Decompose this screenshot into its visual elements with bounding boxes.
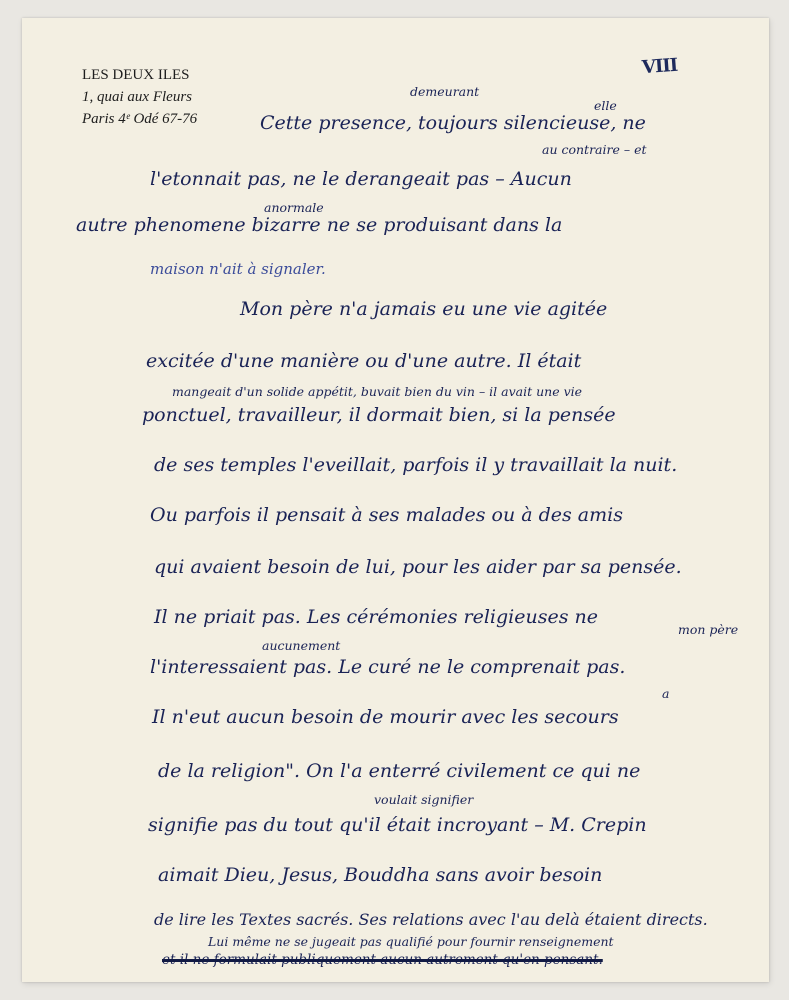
manuscript-line: l'etonnait pas, ne le derangeait pas – Aucun xyxy=(150,168,572,190)
insertion-anormale: anormale xyxy=(264,200,324,215)
manuscript-line-blue: maison n'ait à signaler. xyxy=(150,260,326,278)
insertion-mon-pere: mon père xyxy=(678,622,739,637)
manuscript-line: ponctuel, travailleur, il dormait bien, si la pensée xyxy=(142,404,616,426)
manuscript-line: de ses temples l'eveillait, parfois il y travaillait la nuit. xyxy=(154,454,678,476)
manuscript-line: excitée d'une manière ou d'une autre. Il était xyxy=(146,350,582,372)
letterhead xyxy=(82,64,197,130)
struck-text: et il ne formulait publiquement aucun autrement qu'en pensant. xyxy=(162,952,603,968)
manuscript-line: Ou parfois il pensait à ses malades ou à des amis xyxy=(150,504,623,526)
insertion-au-contraire: au contraire – et xyxy=(542,142,647,157)
page-number: VIII xyxy=(641,54,678,79)
insertion-voulait-signifier: voulait signifier xyxy=(374,792,474,807)
manuscript-line: Il ne priait pas. Les cérémonies religieuses ne xyxy=(154,606,598,628)
manuscript-line: autre phenomene bizarre ne se produisant dans la xyxy=(76,214,563,236)
manuscript-line-last xyxy=(162,952,603,968)
letterhead-name: LES DEUX ILES xyxy=(82,67,190,83)
manuscript-line: de la religion". On l'a enterré civilement ce qui ne xyxy=(158,760,641,782)
manuscript-line: Mon père n'a jamais eu une vie agitée xyxy=(240,298,608,320)
manuscript-line: signifie pas du tout qu'il était incroyant – M. Crepin xyxy=(148,814,647,836)
manuscript-line: Cette presence, toujours silencieuse, ne xyxy=(260,112,646,134)
insertion-lui-meme: Lui même ne se jugeait pas qualifié pour fournir renseignement xyxy=(208,934,614,949)
manuscript-line: de lire les Textes sacrés. Ses relations avec l'au delà étaient directs. xyxy=(154,910,708,929)
insertion-demeurant: demeurant xyxy=(410,84,480,99)
letterhead-city-phone: Paris 4ᵉ Odé 67-76 xyxy=(82,111,198,127)
manuscript-line: qui avaient besoin de lui, pour les aider par sa pensée. xyxy=(154,556,682,578)
insertion-mangeait: mangeait d'un solide appétit, buvait bien du vin – il avait une vie xyxy=(172,384,583,399)
insertion-aucunement: aucunement xyxy=(262,638,341,653)
manuscript-line: l'interessaient pas. Le curé ne le comprenait pas. xyxy=(150,656,626,678)
manuscript-line: Il n'eut aucun besoin de mourir avec les secours xyxy=(152,706,619,728)
insertion-a: a xyxy=(662,686,670,701)
insertion-elle: elle xyxy=(594,98,617,113)
manuscript-page xyxy=(22,18,769,982)
manuscript-line: aimait Dieu, Jesus, Bouddha sans avoir besoin xyxy=(158,864,603,886)
letterhead-address: 1, quai aux Fleurs xyxy=(82,89,192,105)
